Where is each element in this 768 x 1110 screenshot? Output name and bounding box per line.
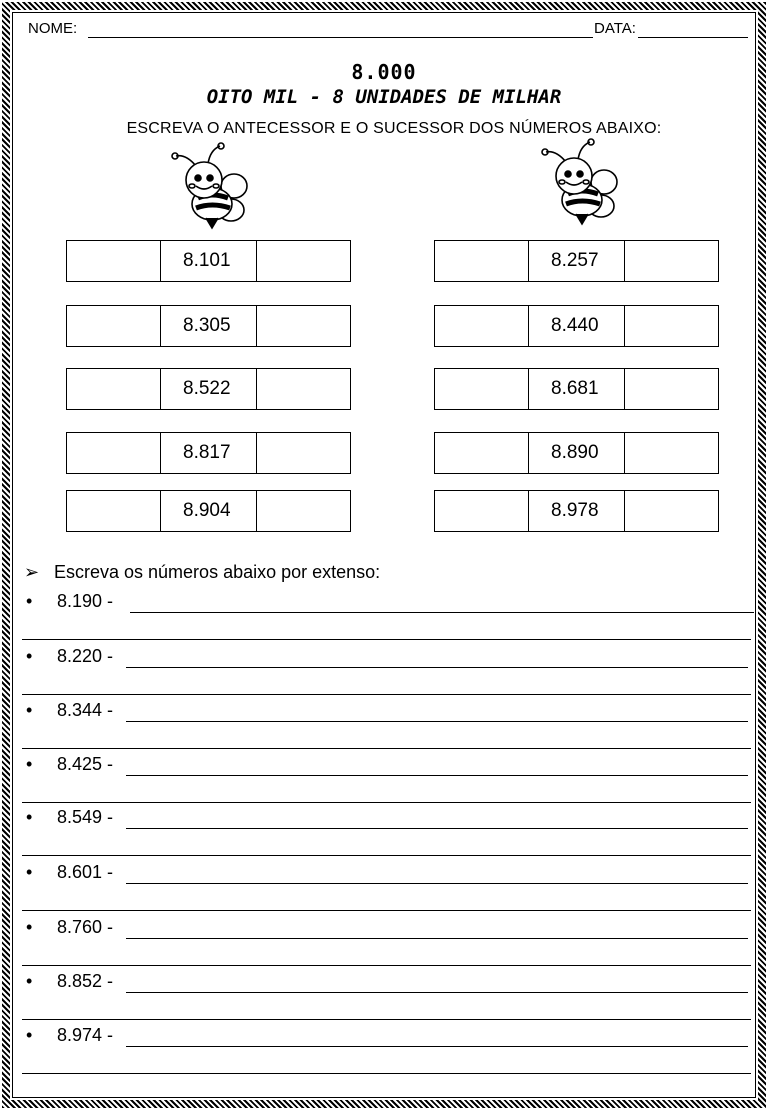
number-cell: 8.257 (529, 241, 625, 281)
predecessor-cell[interactable] (435, 433, 529, 473)
item-number: 8.190 - (57, 591, 114, 611)
number-box-row (66, 432, 351, 474)
number-box-row (434, 432, 719, 474)
number-box-row (434, 305, 719, 347)
item-number: 8.425 - (57, 754, 114, 774)
successor-cell[interactable] (625, 306, 718, 346)
answer-line-continued[interactable] (22, 855, 751, 856)
successor-cell[interactable] (257, 433, 350, 473)
answer-line-continued[interactable] (22, 1073, 751, 1074)
arrow-bullet-icon: ➢ (24, 562, 40, 582)
list-item (0, 862, 768, 918)
bullet-icon: • (26, 862, 33, 882)
successor-cell[interactable] (257, 369, 350, 409)
item-number: 8.852 - (57, 971, 114, 991)
answer-line-continued[interactable] (22, 694, 751, 695)
list-item (0, 917, 768, 973)
item-number: 8.549 - (57, 807, 114, 827)
bullet-icon: • (26, 917, 33, 937)
page-title-number: 8.000 (351, 60, 417, 84)
number-box-row (434, 368, 719, 410)
section-heading (24, 562, 380, 583)
successor-cell[interactable] (625, 369, 718, 409)
answer-line-continued[interactable] (22, 748, 751, 749)
list-item (0, 646, 768, 702)
number-cell: 8.101 (161, 241, 257, 281)
bullet-icon: • (26, 591, 33, 611)
answer-line-continued[interactable] (22, 802, 751, 803)
list-item (0, 754, 768, 810)
item-number: 8.760 - (57, 917, 114, 937)
number-box-row (66, 240, 351, 282)
number-cell: 8.681 (529, 369, 625, 409)
list-item (0, 591, 768, 647)
successor-cell[interactable] (625, 241, 718, 281)
list-item (0, 807, 768, 863)
predecessor-cell[interactable] (67, 433, 161, 473)
name-label: NOME: (28, 20, 78, 37)
number-cell: 8.440 (529, 306, 625, 346)
successor-cell[interactable] (625, 491, 718, 531)
item-number: 8.601 - (57, 862, 114, 882)
item-number: 8.344 - (57, 700, 114, 720)
number-box-row (434, 240, 719, 282)
bee-illustration-left (168, 142, 252, 230)
number-box-row (434, 490, 719, 532)
list-item (0, 700, 768, 756)
number-cell: 8.890 (529, 433, 625, 473)
predecessor-cell[interactable] (67, 491, 161, 531)
section-title-text: Escreva os números abaixo por extenso: (54, 562, 381, 582)
answer-line-continued[interactable] (22, 1019, 751, 1020)
number-cell: 8.305 (161, 306, 257, 346)
predecessor-cell[interactable] (67, 306, 161, 346)
number-box-row (66, 305, 351, 347)
bullet-icon: • (26, 646, 33, 666)
predecessor-cell[interactable] (67, 369, 161, 409)
successor-cell[interactable] (257, 241, 350, 281)
answer-line[interactable] (126, 992, 748, 993)
answer-line[interactable] (126, 938, 748, 939)
bullet-icon: • (26, 971, 33, 991)
answer-line[interactable] (126, 883, 748, 884)
bullet-icon: • (26, 807, 33, 827)
number-cell: 8.817 (161, 433, 257, 473)
answer-line[interactable] (126, 828, 748, 829)
number-cell: 8.522 (161, 369, 257, 409)
date-field[interactable] (638, 37, 748, 38)
bullet-icon: • (26, 754, 33, 774)
successor-cell[interactable] (257, 491, 350, 531)
header-row (22, 18, 748, 42)
answer-line[interactable] (130, 612, 754, 613)
number-cell: 8.904 (161, 491, 257, 531)
bullet-icon: • (26, 700, 33, 720)
answer-line-continued[interactable] (22, 639, 751, 640)
predecessor-cell[interactable] (435, 306, 529, 346)
answer-line-continued[interactable] (22, 965, 751, 966)
page-title-words: OITO MIL - 8 UNIDADES DE MILHAR (206, 86, 562, 108)
number-cell: 8.978 (529, 491, 625, 531)
successor-cell[interactable] (625, 433, 718, 473)
successor-cell[interactable] (257, 306, 350, 346)
answer-line[interactable] (126, 775, 748, 776)
number-box-row (66, 368, 351, 410)
answer-line[interactable] (126, 667, 748, 668)
list-item (0, 1025, 768, 1081)
item-number: 8.974 - (57, 1025, 114, 1045)
predecessor-cell[interactable] (435, 369, 529, 409)
answer-line[interactable] (126, 721, 748, 722)
predecessor-cell[interactable] (67, 241, 161, 281)
date-label: DATA: (594, 20, 636, 37)
bee-illustration-right (538, 138, 622, 226)
bullet-icon: • (26, 1025, 33, 1045)
name-field[interactable] (88, 37, 593, 38)
number-box-row (66, 490, 351, 532)
answer-line-continued[interactable] (22, 910, 751, 911)
instruction-text: ESCREVA O ANTECESSOR E O SUCESSOR DOS NÚMEROS ABAIXO: (126, 120, 662, 137)
answer-line[interactable] (126, 1046, 748, 1047)
item-number: 8.220 - (57, 646, 114, 666)
list-item (0, 971, 768, 1027)
predecessor-cell[interactable] (435, 241, 529, 281)
predecessor-cell[interactable] (435, 491, 529, 531)
